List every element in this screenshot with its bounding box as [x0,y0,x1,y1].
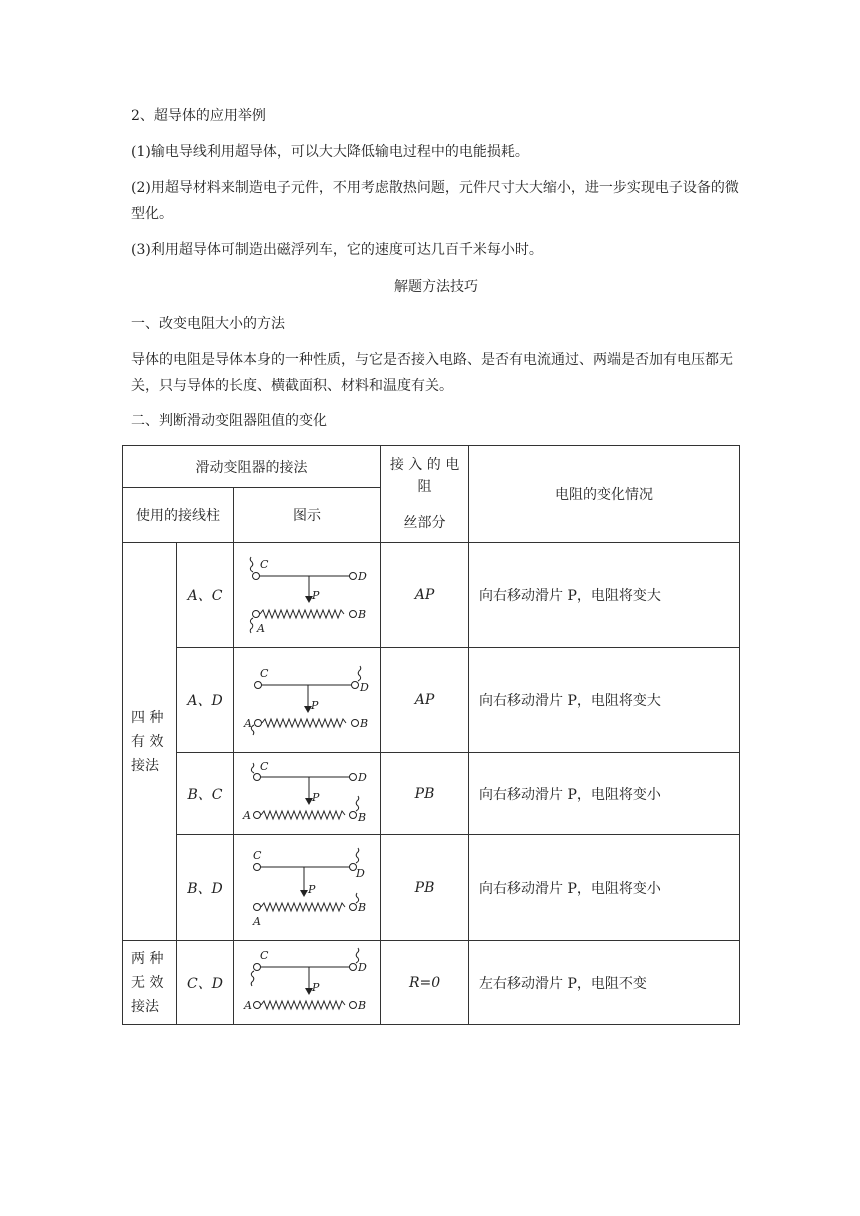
label-p: P [312,790,320,804]
part-cell: AP [381,543,469,648]
label-p: P [311,699,319,712]
group-effective: 四 种 有 效 接法 [123,543,177,941]
label-c: C [260,667,269,680]
section-heading: 2、超导体的应用举例 [131,108,266,124]
rheostat-table [122,445,740,1025]
label-c: C [260,759,269,773]
change-cell: 左右移动滑片 P，电阻不变 [469,941,740,1025]
label-p: P [312,980,320,994]
rheostat-diagram-bd [242,845,372,931]
label-a: A [257,622,265,635]
label-d: D [358,570,367,583]
header-wire-part [381,446,469,543]
label-a: A [253,914,261,928]
rheostat-diagram-bc [242,759,372,829]
label-c: C [253,848,262,862]
label-c: C [260,948,269,962]
change-cell: 向右移动滑片 P，电阻将变小 [469,753,740,835]
terminals-cell: C、D [177,941,234,1025]
label-d: D [358,770,367,784]
label-p: P [312,589,320,602]
terminals-cell: B、D [177,835,234,941]
header-terminals: 使用的接线柱 [123,488,234,543]
part-cell: PB [381,753,469,835]
application-3: (3)利用超导体可制造出磁浮列车，它的速度可达几百千米每小时。 [131,242,543,258]
label-b: B [358,608,367,621]
diagram-cell [234,648,381,753]
label-b: B [360,717,369,730]
rheostat-diagram-ad [242,659,372,741]
part-cell: AP [381,648,469,753]
change-cell: 向右移动滑片 P，电阻将变小 [469,835,740,941]
change-cell: 向右移动滑片 P，电阻将变大 [469,543,740,648]
label-b: B [358,810,367,824]
label-a: A [244,717,252,730]
change-cell: 向右移动滑片 P，电阻将变大 [469,648,740,753]
diagram-cell [234,753,381,835]
diagram-cell [234,941,381,1025]
header-diagram: 图示 [234,488,381,543]
method1-heading: 一、改变电阻大小的方法 [131,316,285,332]
header-wire-line2: 丝部分 [403,515,446,531]
label-b: B [358,998,367,1012]
method2-heading: 二、判断滑动变阻器阻值的变化 [131,413,327,429]
part-cell: R=0 [381,941,469,1025]
label-d: D [360,681,369,694]
group-ineffective: 两 种 无 效 接法 [123,941,177,1025]
method1-text: 导体的电阻是导体本身的一种性质，与它是否接入电路、是否有电流通过、两端是否加有电压都无关，只与导体的长度、横截面积、材料和温度有关。 [131,352,733,394]
label-a: A [243,808,251,822]
application-1: (1)输电导线利用超导体，可以大大降低输电过程中的电能损耗。 [131,144,529,160]
application-2: (2)用超导材料来制造电子元件，不用考虑散热问题，元件尺寸大大缩小，进一步实现电子设备的微型化。 [131,180,739,222]
header-wire-line1: 接 入 的 电 阻 [389,457,460,495]
diagram-cell [234,835,381,941]
rheostat-diagram-cd [242,947,372,1019]
terminals-cell: B、C [177,753,234,835]
methods-title: 解题方法技巧 [394,279,478,295]
header-connection: 滑动变阻器的接法 [123,446,381,488]
diagram-cell [234,543,381,648]
label-c: C [260,558,269,571]
terminals-cell: A、D [177,648,234,753]
terminals-cell: A、C [177,543,234,648]
rheostat-diagram-ac [242,554,372,636]
label-p: P [308,882,316,896]
part-cell: PB [381,835,469,941]
label-a: A [244,998,252,1012]
label-d: D [356,866,365,880]
header-change: 电阻的变化情况 [469,446,740,543]
label-b: B [358,900,367,914]
label-d: D [358,960,367,974]
